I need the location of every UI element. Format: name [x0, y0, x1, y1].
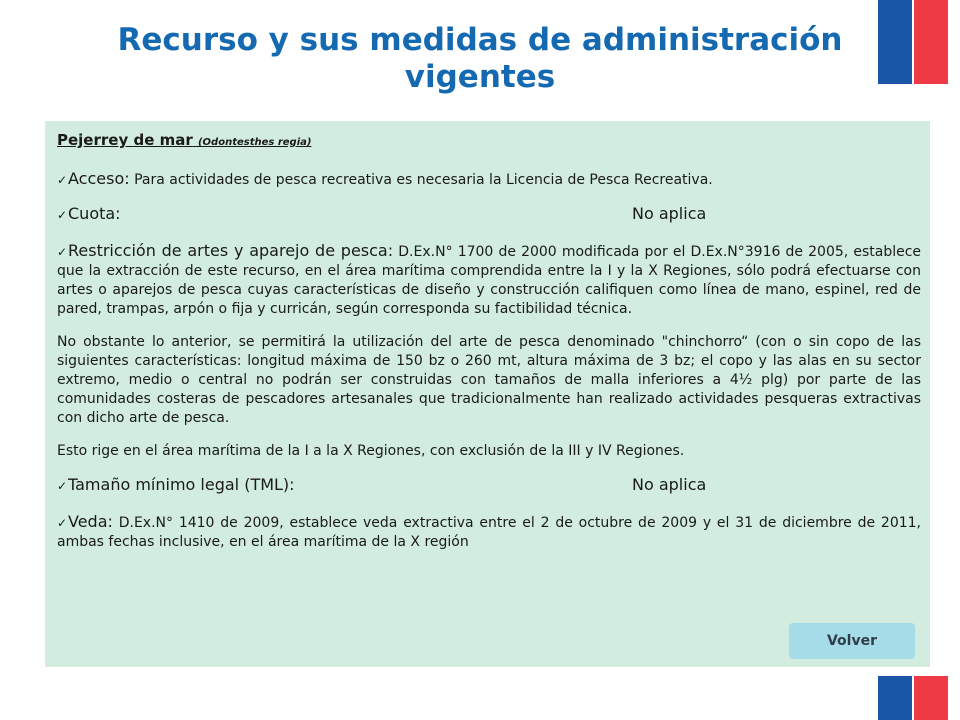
- species-scientific-name: (Odontesthes regia): [197, 137, 312, 148]
- flag-blue-bar: [878, 0, 912, 84]
- check-icon: ✓: [57, 208, 68, 222]
- check-icon: ✓: [57, 245, 68, 259]
- flag-stripe-bottom: [878, 676, 948, 720]
- species-common-name: Pejerrey de mar: [57, 131, 193, 149]
- item-veda: [57, 512, 921, 552]
- restriccion-text: D.Ex.N° 1700 de 2000 modificada por el D.Ex.N°3916 de 2005, establece que la extracción de este recurso, en el área marítima comprendida entre la I y la X Regiones, sólo podrá efectuarse con artes o aparejos de pesca cuyas características de diseño y construcción califiquen como línea de mano, espinel, red de pared, trampas, arpón o fija y curricán, según corresponda su factibilidad técnica.: [57, 244, 922, 317]
- volver-button[interactable]: Volver: [789, 623, 915, 659]
- acceso-label: Acceso:: [68, 169, 130, 188]
- item-acceso: [57, 169, 921, 190]
- flag-red-bar: [914, 676, 948, 720]
- acceso-text: Para actividades de pesca recreativa es necesaria la Licencia de Pesca Recreativa.: [134, 172, 713, 188]
- check-icon: ✓: [57, 173, 68, 187]
- cuota-label: Cuota:: [68, 204, 121, 223]
- check-icon: ✓: [57, 479, 68, 493]
- flag-red-bar: [914, 0, 948, 84]
- tml-label: Tamaño mínimo legal (TML):: [68, 475, 295, 494]
- restriccion-paragraph-3: Esto rige en el área marítima de la I a la X Regiones, con exclusión de la III y IV Regiones.: [57, 443, 685, 459]
- veda-text: D.Ex.N° 1410 de 2009, establece veda extractiva entre el 2 de octubre de 2009 y el 31 de diciembre de 2011, ambas fechas inclusive, en el área marítima de la X región: [57, 515, 921, 550]
- page-title: Recurso y sus medidas de administración vigentes: [117, 22, 843, 95]
- restriccion-paragraph-2: No obstante lo anterior, se permitirá la utilización del arte de pesca denominado "chinchorro“ (con o sin copo de las siguientes características: longitud máxima de 150 bz o 260 mt, altura máxima de 3 bz; el copo y las alas en su sector extremo, medio o central no podrán ser construidas con tamaños de malla inferiores a 4½ plg) por parte de las comunidades costeras de pescadores artesanales que tradicionalmente han realizado actividades pesqueras extractivas con dicho arte de pesca.: [57, 334, 921, 426]
- veda-label: Veda:: [68, 512, 113, 531]
- cuota-value: No aplica: [632, 204, 707, 223]
- check-icon: ✓: [57, 516, 68, 530]
- tml-value: No aplica: [632, 475, 707, 494]
- species-heading: [57, 131, 921, 149]
- item-cuota: [57, 204, 921, 225]
- item-restriccion: [57, 241, 921, 319]
- restriccion-label: Restricción de artes y aparejo de pesca:: [68, 241, 394, 260]
- flag-stripe-top: [878, 0, 948, 84]
- item-tml: [57, 475, 921, 496]
- flag-blue-bar: [878, 676, 912, 720]
- panel-content: [57, 131, 921, 566]
- content-panel: [45, 121, 930, 667]
